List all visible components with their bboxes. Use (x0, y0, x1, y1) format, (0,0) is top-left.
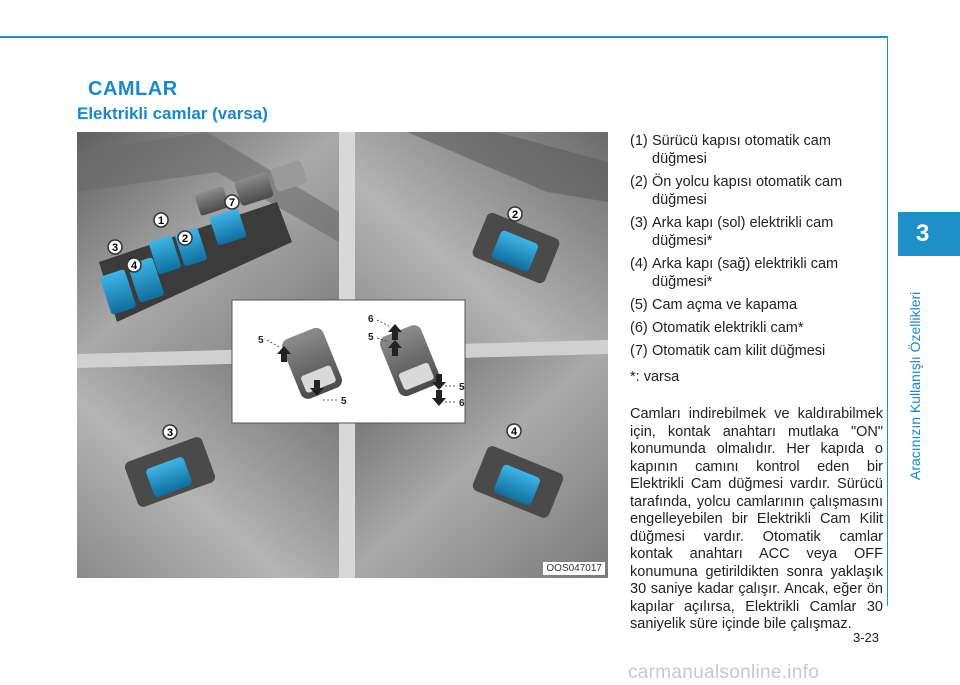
svg-text:2: 2 (511, 209, 519, 221)
callout-2b (508, 207, 522, 221)
inset-label-6a: 6 (368, 314, 374, 325)
subsection-title: Elektrikli camlar (varsa) (77, 104, 268, 123)
body-paragraph: Camları indirebilmek ve kaldırabilmek için, kontak anahtarı mutlaka "ON" konumunda olmalıdır. Her kapıda o kapının camını kontrol eden bir Elektrikli Cam düğmesi vardır. Sürücü tarafında, yolcu camlarının çalışmasını engelleyebilen bir Elektrikli Cam Kilit düğmesi vardır. Otomatik camlar kontak anahtarı ACC veya OFF konumuna getirildikten sonra yaklaşık 30 saniye kadar çalışır. Ancak, eğer ön kapılar açılırsa, Elektrikli Camlar 30 saniyelik süre içinde bile çalışmaz. (630, 406, 883, 632)
legend-item: (4) Arka kapı (sağ) elektrikli cam düğmesi* (630, 256, 839, 290)
svg-text:2: 2 (181, 233, 189, 245)
legend-item: (2) Ön yolcu kapısı otomatik cam düğmesi (630, 174, 843, 208)
callout-3 (108, 240, 122, 254)
text-column (630, 132, 883, 634)
svg-text:3: 3 (111, 242, 119, 254)
window-switch-illustration (77, 132, 608, 578)
svg-text:3: 3 (166, 427, 174, 439)
watermark: carmanualsonline.info (628, 662, 820, 683)
svg-text:4: 4 (130, 260, 138, 272)
inset-label-5d: 5 (459, 382, 465, 393)
switch-operation-inset (232, 300, 465, 423)
availability-note: *: varsa (630, 369, 680, 385)
svg-text:4: 4 (510, 426, 518, 438)
legend-item: (5) Cam açma ve kapama (630, 297, 798, 313)
section-title: CAMLAR (88, 78, 178, 100)
legend-item: (6) Otomatik elektrikli cam* (630, 320, 804, 336)
svg-text:7: 7 (228, 197, 236, 209)
callout-4b (507, 424, 521, 438)
callout-7 (225, 195, 239, 209)
svg-text:1: 1 (157, 215, 165, 227)
top-rule (0, 36, 887, 38)
figure-code: OOS047017 (543, 562, 605, 575)
legend-list (630, 132, 883, 360)
side-rule (887, 36, 888, 606)
callout-4 (127, 258, 141, 272)
chapter-tab (898, 212, 960, 256)
chapter-number: 3 (916, 220, 930, 247)
callout-2 (178, 231, 192, 245)
window-switch-figure (77, 132, 608, 578)
page-number: 3-23 (853, 630, 880, 645)
legend-item: (3) Arka kapı (sol) elektrikli cam düğmesi* (630, 215, 834, 249)
inset-label-5a: 5 (258, 335, 264, 346)
legend-item: (1) Sürücü kapısı otomatik cam düğmesi (630, 133, 831, 167)
chapter-title-vertical: Aracınızın Kullanışlı Özellikleri (907, 291, 923, 480)
inset-label-6b: 6 (459, 398, 465, 409)
inset-label-5b: 5 (341, 396, 347, 407)
callout-3b (163, 425, 177, 439)
legend-item: (7) Otomatik cam kilit düğmesi (630, 343, 826, 359)
callout-1 (154, 213, 168, 227)
inset-label-5c: 5 (368, 332, 374, 343)
